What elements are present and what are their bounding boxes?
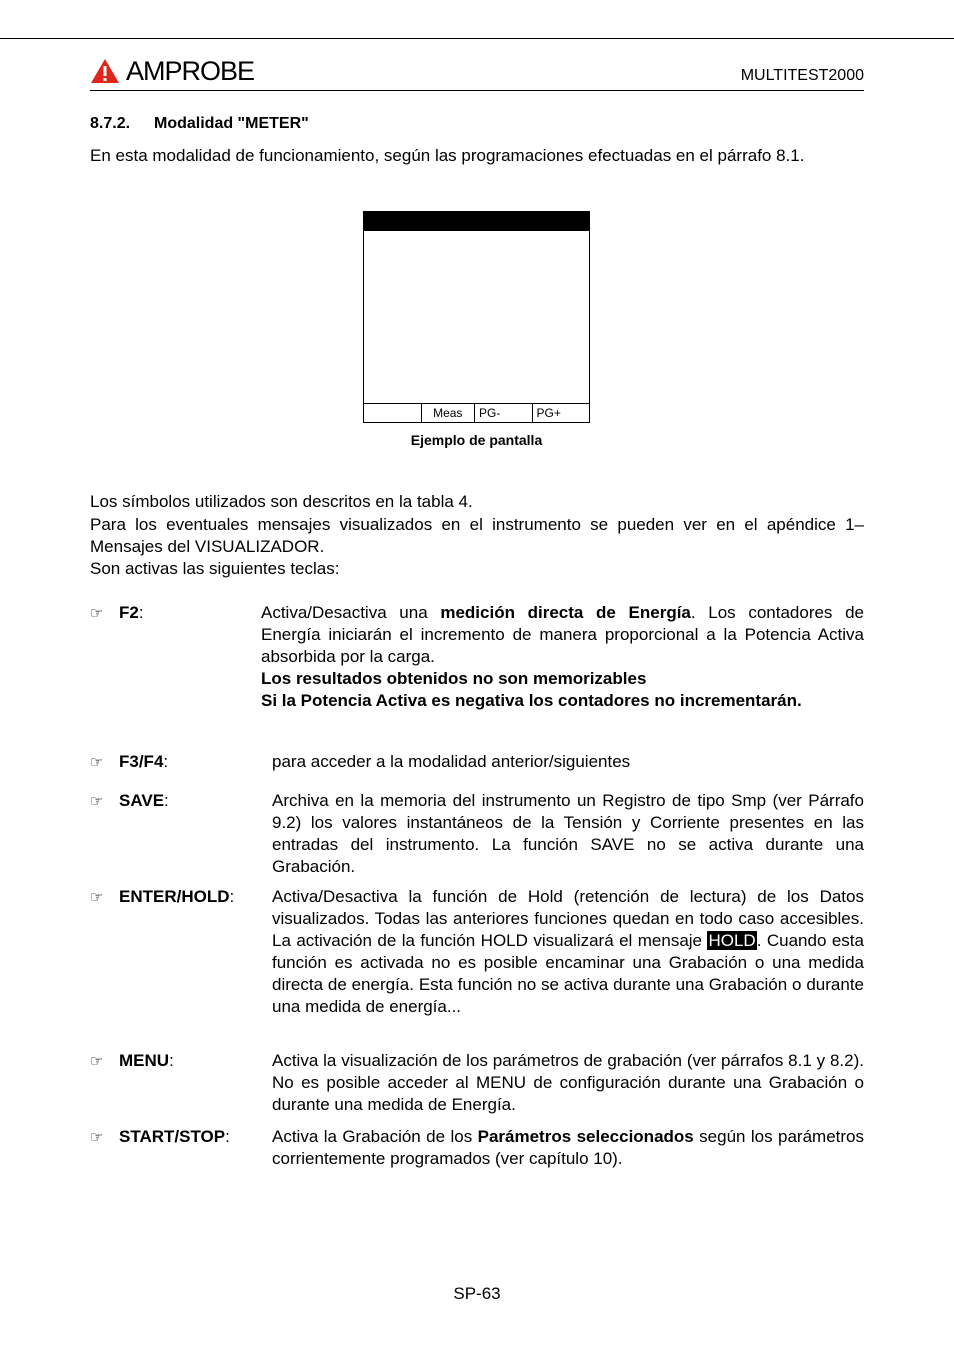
amprobe-logo: [90, 55, 254, 87]
key-description: Activa la Grabación de los Parámetros seleccionados según los parámetros corrientemente programados (ver capítulo 10).: [272, 1127, 864, 1168]
pointing-hand-icon: ☞: [90, 753, 104, 771]
section-number: 8.7.2.: [90, 115, 131, 132]
hold-message-badge: HOLD: [708, 931, 756, 950]
key-description: Activa/Desactiva una medición directa de Energía. Los contadores de Energía iniciarán el incremento de manera proporcional a la Potencia Activa absorbida por la carga. Los resultados obtenidos no son memorizables Si la Potencia Activa es negativa los contadores no incrementarán.: [261, 603, 864, 710]
screen-caption: Ejemplo de pantalla: [410, 432, 543, 448]
key-name: F2:: [119, 603, 144, 622]
warning-triangle-icon: [90, 58, 120, 84]
softkey-f3: PG-: [475, 404, 533, 422]
key-name: START/STOP:: [119, 1127, 230, 1146]
softkey-f4: PG+: [536, 406, 561, 420]
pointing-hand-icon: ☞: [90, 604, 104, 622]
screen-title-bar: [364, 212, 589, 231]
screen-softkeys: [364, 403, 589, 422]
screen-example: [363, 211, 590, 423]
softkey-f2: Meas: [422, 404, 476, 422]
key-description: Archiva en la memoria del instrumento un Registro de tipo Smp (ver Párrafo 9.2) los valores instantáneos de la Tensión y Corriente presentes en las entradas del instrumento. La función SAVE no se activa durante una Grabación.: [272, 791, 864, 876]
key-note: Los resultados obtenidos no son memorizables: [261, 669, 647, 688]
key-name: SAVE:: [119, 791, 169, 810]
pointing-hand-icon: ☞: [90, 792, 104, 810]
paragraph-active-keys: Son activas las siguientes teclas:: [90, 559, 340, 578]
brand-name: AMPROBE: [126, 56, 255, 86]
softkey-f1: [364, 404, 422, 422]
pointing-hand-icon: ☞: [90, 888, 104, 906]
pointing-hand-icon: ☞: [90, 1128, 104, 1146]
key-name: F3/F4:: [119, 752, 169, 771]
key-description: Activa la visualización de los parámetros de grabación (ver párrafos 8.1 y 8.2). No es posible acceder al MENU de configuración durante una Grabación o durante una medida de Energía.: [272, 1051, 864, 1114]
key-description: Activa/Desactiva la función de Hold (retención de lectura) de los Datos visualizados. Todas las anteriores funciones quedan en todo caso accesibles. La activación de la función HOLD visualizará el mensaje HOLD. Cuando esta función es activada no es posible encaminar una Grabación o una medida directa de energía. Esta función no se activa durante una Grabación o durante una medida de energía...: [272, 887, 864, 1016]
key-note: Si la Potencia Activa es negativa los contadores no incrementarán.: [261, 691, 802, 710]
paragraph-symbols: Los símbolos utilizados son descritos en la tabla 4.: [90, 492, 473, 511]
top-rule: [0, 38, 954, 39]
section-title: Modalidad "METER": [154, 115, 309, 132]
paragraph-messages: Para los eventuales mensajes visualizados en el instrumento se pueden ver en el apéndice 1–Mensajes del VISUALIZADOR.: [90, 515, 864, 556]
page-header: [90, 55, 864, 91]
key-name: ENTER/HOLD:: [119, 887, 235, 906]
document-model: MULTITEST2000: [740, 67, 864, 84]
key-description: para acceder a la modalidad anterior/siguientes: [272, 752, 631, 771]
key-name: MENU:: [119, 1051, 174, 1070]
page-number: SP-63: [453, 1284, 501, 1303]
section-heading: [90, 115, 309, 133]
intro-paragraph: En esta modalidad de funcionamiento, según las programaciones efectuadas en el párrafo 8.1.: [90, 146, 805, 165]
pointing-hand-icon: ☞: [90, 1052, 104, 1070]
